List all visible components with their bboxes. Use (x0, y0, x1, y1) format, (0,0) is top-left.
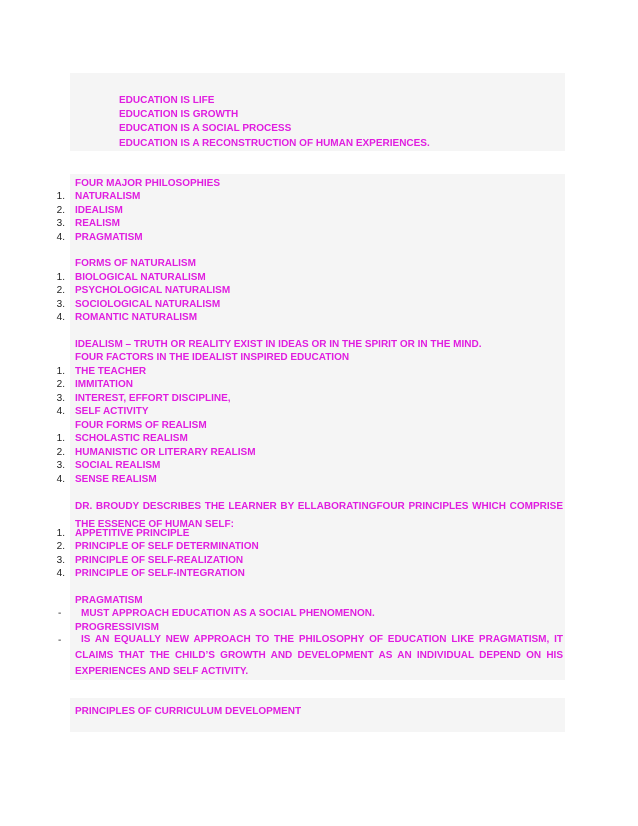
list-item: PRAGMATISM (75, 232, 143, 243)
intro-line: EDUCATION IS LIFE (119, 95, 215, 106)
progressivism-line: EXPERIENCES AND SELF ACTIVITY. (75, 666, 249, 677)
list-number: 1. (56, 366, 65, 377)
list-number: 4. (56, 312, 65, 323)
idealism-heading: FOUR FACTORS IN THE IDEALIST INSPIRED EDUCATION (75, 352, 350, 363)
realism-heading: FOUR FORMS OF REALISM (75, 420, 207, 431)
list-item: INTEREST, EFFORT DISCIPLINE, (75, 393, 231, 404)
list-item: APPETITIVE PRINCIPLE (75, 528, 190, 539)
list-item: PSYCHOLOGICAL NATURALISM (75, 285, 231, 296)
list-number: 2. (56, 205, 65, 216)
list-number: 2. (56, 541, 65, 552)
list-item: PRINCIPLE OF SELF DETERMINATION (75, 541, 259, 552)
progressivism-paragraph (75, 648, 563, 680)
naturalism-heading: FORMS OF NATURALISM (75, 258, 196, 269)
bullet-dash: - (58, 635, 62, 646)
list-item: NATURALISM (75, 191, 141, 202)
pragmatism-heading: PRAGMATISM (75, 595, 143, 606)
progressivism-heading: PROGRESSIVISM (75, 622, 159, 633)
list-item: PRINCIPLE OF SELF-INTEGRATION (75, 568, 245, 579)
progressivism-line1-wrap (81, 632, 563, 648)
list-number: 1. (56, 272, 65, 283)
list-item: PRINCIPLE OF SELF-REALIZATION (75, 555, 244, 566)
intro-line: EDUCATION IS GROWTH (119, 109, 239, 120)
broudy-line: THE ESSENCE OF HUMAN SELF: (75, 518, 234, 530)
list-number: 3. (56, 299, 65, 310)
list-number: 3. (56, 218, 65, 229)
list-item: ROMANTIC NATURALISM (75, 312, 198, 323)
list-number: 1. (56, 191, 65, 202)
list-number: 3. (56, 460, 65, 471)
list-item: HUMANISTIC OR LITERARY REALISM (75, 447, 256, 458)
curriculum-heading: PRINCIPLES OF CURRICULUM DEVELOPMENT (75, 706, 302, 717)
progressivism-line: CLAIMS THAT THE CHILD’S GROWTH AND DEVELOPMENT AS AN INDIVIDUAL DEPEND ON HIS (75, 650, 563, 661)
list-item: SCHOLASTIC REALISM (75, 433, 188, 444)
list-item: THE TEACHER (75, 366, 147, 377)
list-item: SENSE REALISM (75, 474, 157, 485)
intro-line: EDUCATION IS A SOCIAL PROCESS (119, 123, 292, 134)
list-number: 2. (56, 379, 65, 390)
list-number: 4. (56, 406, 65, 417)
pragmatism-text: MUST APPROACH EDUCATION AS A SOCIAL PHENOMENON. (81, 608, 375, 619)
list-number: 4. (56, 474, 65, 485)
philosophies-heading: FOUR MAJOR PHILOSOPHIES (75, 178, 221, 189)
progressivism-line: IS AN EQUALLY NEW APPROACH TO THE PHILOSOPHY OF EDUCATION LIKE PRAGMATISM, IT (81, 634, 563, 645)
broudy-line: DR. BROUDY DESCRIBES THE LEARNER BY ELLABORATINGFOUR PRINCIPLES WHICH COMPRISE (75, 501, 563, 512)
bullet-dash: - (58, 608, 62, 619)
list-item: SOCIOLOGICAL NATURALISM (75, 299, 221, 310)
list-number: 3. (56, 393, 65, 404)
list-item: REALISM (75, 218, 120, 229)
list-item: BIOLOGICAL NATURALISM (75, 272, 206, 283)
list-number: 1. (56, 433, 65, 444)
list-number: 4. (56, 232, 65, 243)
list-number: 1. (56, 528, 65, 539)
intro-line: EDUCATION IS A RECONSTRUCTION OF HUMAN EXPERIENCES. (119, 138, 430, 149)
list-number: 4. (56, 568, 65, 579)
list-number: 3. (56, 555, 65, 566)
list-item: SELF ACTIVITY (75, 406, 149, 417)
list-item: IDEALISM (75, 205, 123, 216)
list-number: 2. (56, 447, 65, 458)
idealism-definition: IDEALISM – TRUTH OR REALITY EXIST IN IDEAS OR IN THE SPIRIT OR IN THE MIND. (75, 339, 482, 350)
list-item: IMMITATION (75, 379, 133, 390)
list-number: 2. (56, 285, 65, 296)
list-item: SOCIAL REALISM (75, 460, 161, 471)
